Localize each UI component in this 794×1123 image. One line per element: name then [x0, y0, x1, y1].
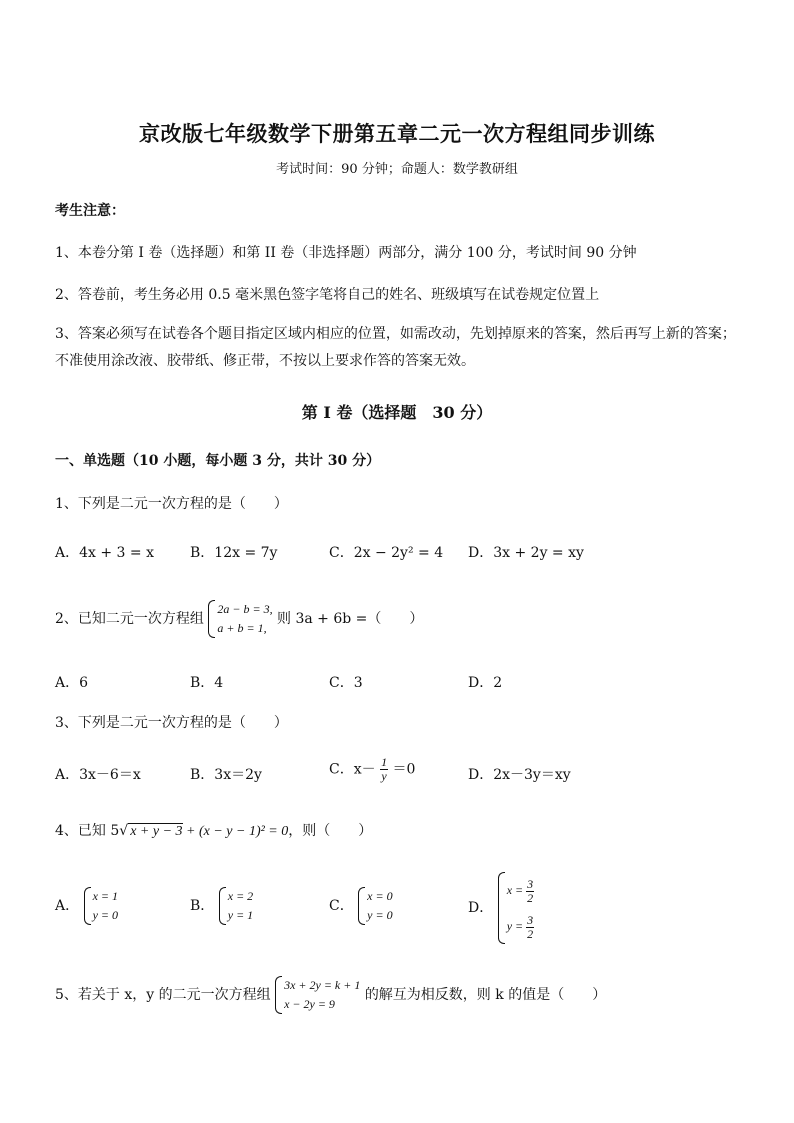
question-3-option-c-prefix: C．x－: [329, 761, 376, 778]
question-5-stem-prefix: 5、若关于 x，y 的二元一次方程组: [55, 987, 271, 1003]
option-equation-system: [498, 872, 534, 944]
question-5-stem: [55, 976, 606, 1014]
option-eq2-lhs: y =: [506, 919, 524, 933]
question-4-option-c[interactable]: [329, 887, 393, 925]
fraction-numerator: 3: [527, 912, 534, 927]
question-3-option-b[interactable]: B．3x＝2y: [190, 767, 262, 783]
brace-icon: [84, 887, 91, 925]
question-5-equation-system: [275, 976, 360, 1014]
option-eq2-fraction: [526, 914, 534, 941]
page-title: 京改版七年级数学下册第五章二元一次方程组同步训练: [139, 121, 655, 146]
option-label: D．: [468, 900, 494, 916]
question-4-option-a[interactable]: [55, 887, 118, 925]
exam-info: 考试时间：90 分钟；命题人：数学教研组: [276, 162, 518, 177]
question-4-radicand: x + y − 3: [130, 824, 183, 839]
option-eq2: y = 0: [367, 908, 393, 922]
brace-icon: [498, 872, 505, 944]
section-title: 第 I 卷（选择题 30 分）: [301, 403, 493, 422]
question-2-stem-suffix: 则 3a + 6b =（ ）: [277, 611, 424, 627]
option-label: A．: [55, 898, 80, 914]
option-eq1: [507, 872, 534, 908]
fraction-denominator: y: [381, 769, 387, 783]
question-1-option-a[interactable]: A．4x + 3 = x: [55, 545, 154, 561]
option-equation-system: [358, 887, 392, 925]
fraction-denominator: 2: [527, 926, 534, 941]
question-1-option-c[interactable]: C．2x − 2y² = 4: [329, 545, 444, 561]
question-1-stem: 1、下列是二元一次方程的是（ ）: [55, 496, 288, 512]
question-3-option-c-suffix: ＝0: [392, 761, 416, 778]
option-label: C．: [329, 898, 354, 914]
option-eq2: y = 0: [92, 908, 119, 922]
brace-icon: [275, 976, 282, 1014]
question-4-option-b[interactable]: [190, 887, 253, 925]
question-2-stem-prefix: 2、已知二元一次方程组: [55, 611, 204, 627]
question-4-stem-prefix: 4、已知 5: [55, 823, 120, 839]
option-eq1-lhs: x =: [506, 883, 524, 897]
question-2-option-d[interactable]: D．2: [468, 675, 503, 691]
option-label: B．: [190, 898, 215, 914]
question-2-equation-system: [208, 600, 272, 638]
brace-icon: [208, 600, 215, 638]
fraction-numerator: 1: [381, 755, 388, 769]
question-2-eq1: 2a − b = 3,: [217, 602, 273, 616]
notice-item-2: 2、答卷前，考生务必用 0.5 毫米黑色签字笔将自己的姓名、班级填写在试卷规定位置上: [55, 287, 600, 303]
brace-icon: [219, 887, 226, 925]
option-eq1-fraction: [526, 878, 534, 905]
question-2-eq2: a + b = 1,: [217, 621, 267, 635]
option-eq1: x = 0: [367, 889, 393, 903]
question-2-option-b[interactable]: B．4: [190, 675, 224, 691]
question-2-option-a[interactable]: A．6: [55, 675, 89, 691]
notice-item-3: 3、答案必须写在试卷各个题目指定区域内相应的位置，如需改动，先划掉原来的答案，然后再写上新的答案；不准使用涂改液、胶带纸、修正带，不按以上要求作答的答案无效。: [55, 326, 736, 369]
question-1-option-d[interactable]: D．3x + 2y = xy: [468, 545, 584, 561]
option-eq1: x = 1: [92, 889, 119, 903]
question-4-stem-suffix: ，则（ ）: [288, 823, 373, 839]
question-3-option-a[interactable]: A．3x－6＝x: [55, 767, 141, 783]
option-equation-system: [219, 887, 253, 925]
option-eq1: x = 2: [227, 889, 254, 903]
question-3-stem: 3、下列是二元一次方程的是（ ）: [55, 715, 288, 731]
question-3-option-c[interactable]: [329, 756, 415, 783]
question-4-stem: [55, 820, 372, 840]
option-eq2: y = 1: [227, 908, 254, 922]
part-title: 一、单选题（10 小题，每小题 3 分，共计 30 分）: [55, 453, 381, 469]
question-4-stem-middle: + (x − y − 1)² = 0: [182, 824, 289, 839]
option-eq2: [507, 908, 534, 944]
question-2-stem: [55, 600, 423, 638]
option-equation-system: [84, 887, 118, 925]
question-5-eq2: x − 2y = 9: [284, 997, 335, 1011]
question-2-option-c[interactable]: C．3: [329, 675, 363, 691]
question-5-stem-suffix: 的解互为相反数，则 k 的值是（ ）: [364, 987, 607, 1003]
notice-item-1: 1、本卷分第 I 卷（选择题）和第 II 卷（非选择题）两部分，满分 100 分，考试时间 90 分钟: [55, 245, 637, 261]
fraction-numerator: 3: [527, 876, 534, 891]
question-1-option-b[interactable]: B．12x = 7y: [190, 545, 278, 561]
notice-heading: 考生注意：: [55, 203, 125, 219]
brace-icon: [358, 887, 365, 925]
fraction-denominator: 2: [527, 890, 534, 905]
question-3-option-c-fraction: [380, 756, 388, 783]
sqrt-sign-icon: √: [119, 823, 129, 839]
question-5-eq1: 3x + 2y = k + 1: [284, 978, 361, 992]
question-4-option-d[interactable]: [468, 872, 534, 944]
question-3-option-d[interactable]: D．2x－3y＝xy: [468, 767, 571, 783]
